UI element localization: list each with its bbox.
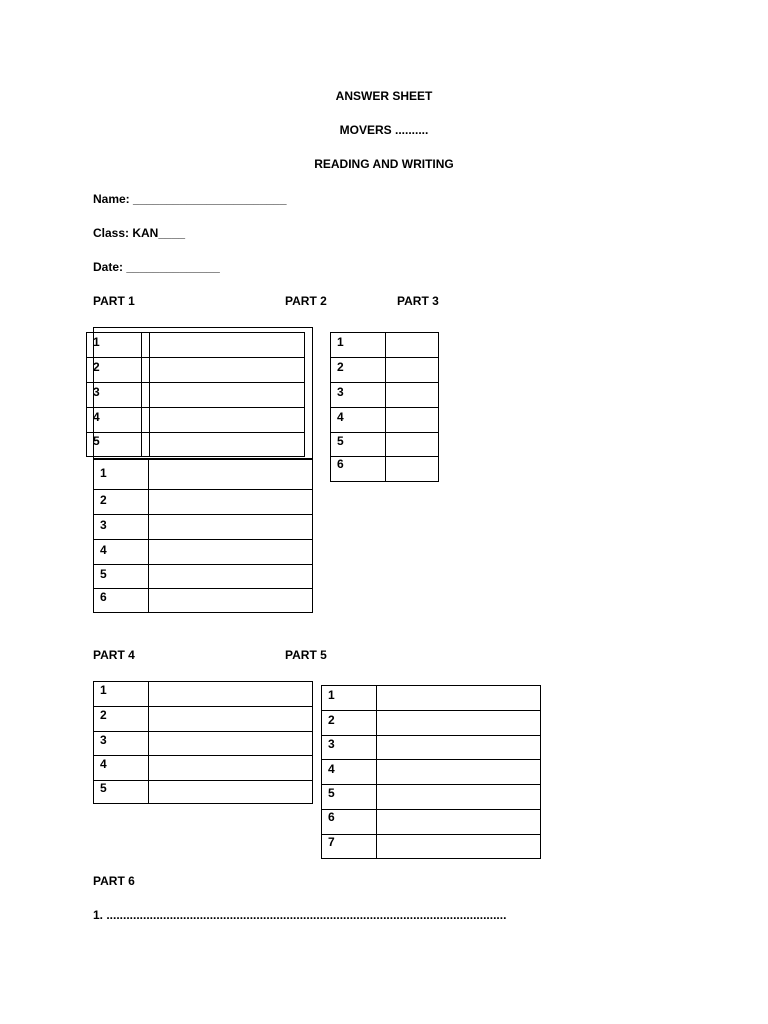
answer-cell[interactable] [149,589,312,612]
table-row [93,731,313,756]
sheet-title: ANSWER SHEET [335,89,433,103]
answer-cell[interactable] [149,515,312,539]
part2-label: PART 2 [285,294,327,308]
answer-cell[interactable] [377,835,540,858]
row-number: 1 [87,333,142,357]
table-row [93,458,313,490]
row-number: 4 [322,760,377,784]
table-row [93,588,313,613]
answer-cell[interactable] [377,785,540,809]
table-row [93,564,313,589]
part6-label: PART 6 [93,874,135,888]
answer-cell[interactable] [386,457,438,481]
table-row [93,489,313,515]
part6-answer-line[interactable]: 1. ........................................................................................................................ [93,908,507,922]
answer-cell[interactable] [377,810,540,834]
row-number: 6 [322,810,377,834]
part4-label: PART 4 [93,648,135,662]
row-number: 1 [322,686,377,710]
table-row [321,834,541,859]
answer-cell[interactable] [149,383,304,407]
class-field[interactable]: Class: KAN____ [93,226,186,240]
table-row [321,784,541,810]
table-row [321,759,541,785]
table-row [321,809,541,835]
row-number: 5 [94,781,149,803]
table-row [330,432,439,457]
answer-cell[interactable] [149,682,312,706]
answer-cell[interactable] [386,333,438,357]
level-label: MOVERS .......... [339,123,429,137]
answer-cell[interactable] [149,333,304,357]
answer-cell[interactable] [149,433,304,456]
row-number: 1 [331,333,386,357]
answer-cell[interactable] [386,433,438,456]
table-row [330,332,439,358]
row-number: 6 [94,589,149,612]
answer-cell[interactable] [377,686,540,710]
answer-cell[interactable] [149,565,312,588]
date-field[interactable]: Date: ______________ [93,260,220,274]
row-number: 5 [331,433,386,456]
section-title: READING AND WRITING [314,157,454,171]
answer-cell[interactable] [377,736,540,759]
answer-cell[interactable] [149,540,312,564]
table-row [86,357,305,383]
part3-label: PART 3 [397,294,439,308]
row-number: 4 [331,408,386,432]
table-row [330,357,439,383]
row-number: 3 [94,515,149,539]
row-number: 3 [87,383,142,407]
answer-cell[interactable] [149,732,312,755]
row-number: 2 [87,358,142,382]
table-row [330,382,439,408]
table-row [93,539,313,565]
row-number: 7 [322,835,377,858]
row-number: 3 [322,736,377,759]
name-field[interactable]: Name: _______________________ [93,192,287,206]
answer-cell[interactable] [149,707,312,731]
table-row [330,407,439,433]
table-row [93,706,313,732]
row-number: 2 [94,490,149,514]
row-number: 4 [87,408,142,432]
table-row [86,382,305,408]
row-number: 1 [94,682,149,706]
row-number: 5 [322,785,377,809]
answer-cell[interactable] [386,408,438,432]
row-number: 5 [94,565,149,588]
row-number: 2 [94,707,149,731]
row-number: 3 [94,732,149,755]
answer-cell[interactable] [149,490,312,514]
answer-cell[interactable] [377,760,540,784]
answer-cell[interactable] [149,781,312,803]
row-number: 2 [331,358,386,382]
row-number: 2 [322,711,377,735]
answer-cell[interactable] [149,408,304,432]
table-row [321,710,541,736]
table-row [86,332,305,358]
table-row [93,755,313,781]
answer-cell[interactable] [149,459,312,489]
answer-cell[interactable] [149,756,312,780]
table-row [321,735,541,760]
row-number: 6 [331,457,386,481]
table-row [321,685,541,711]
row-number: 1 [94,459,149,489]
part5-label: PART 5 [285,648,327,662]
answer-cell[interactable] [386,358,438,382]
part1-label: PART 1 [93,294,135,308]
row-number: 3 [331,383,386,407]
table-row [93,514,313,540]
table-row [93,681,313,707]
table-row [86,407,305,433]
table-row [93,780,313,804]
answer-cell[interactable] [149,358,304,382]
table-row [330,456,439,482]
row-number: 5 [87,433,142,456]
row-number: 4 [94,756,149,780]
table-row [86,432,305,457]
answer-cell[interactable] [386,383,438,407]
row-number: 4 [94,540,149,564]
answer-cell[interactable] [377,711,540,735]
